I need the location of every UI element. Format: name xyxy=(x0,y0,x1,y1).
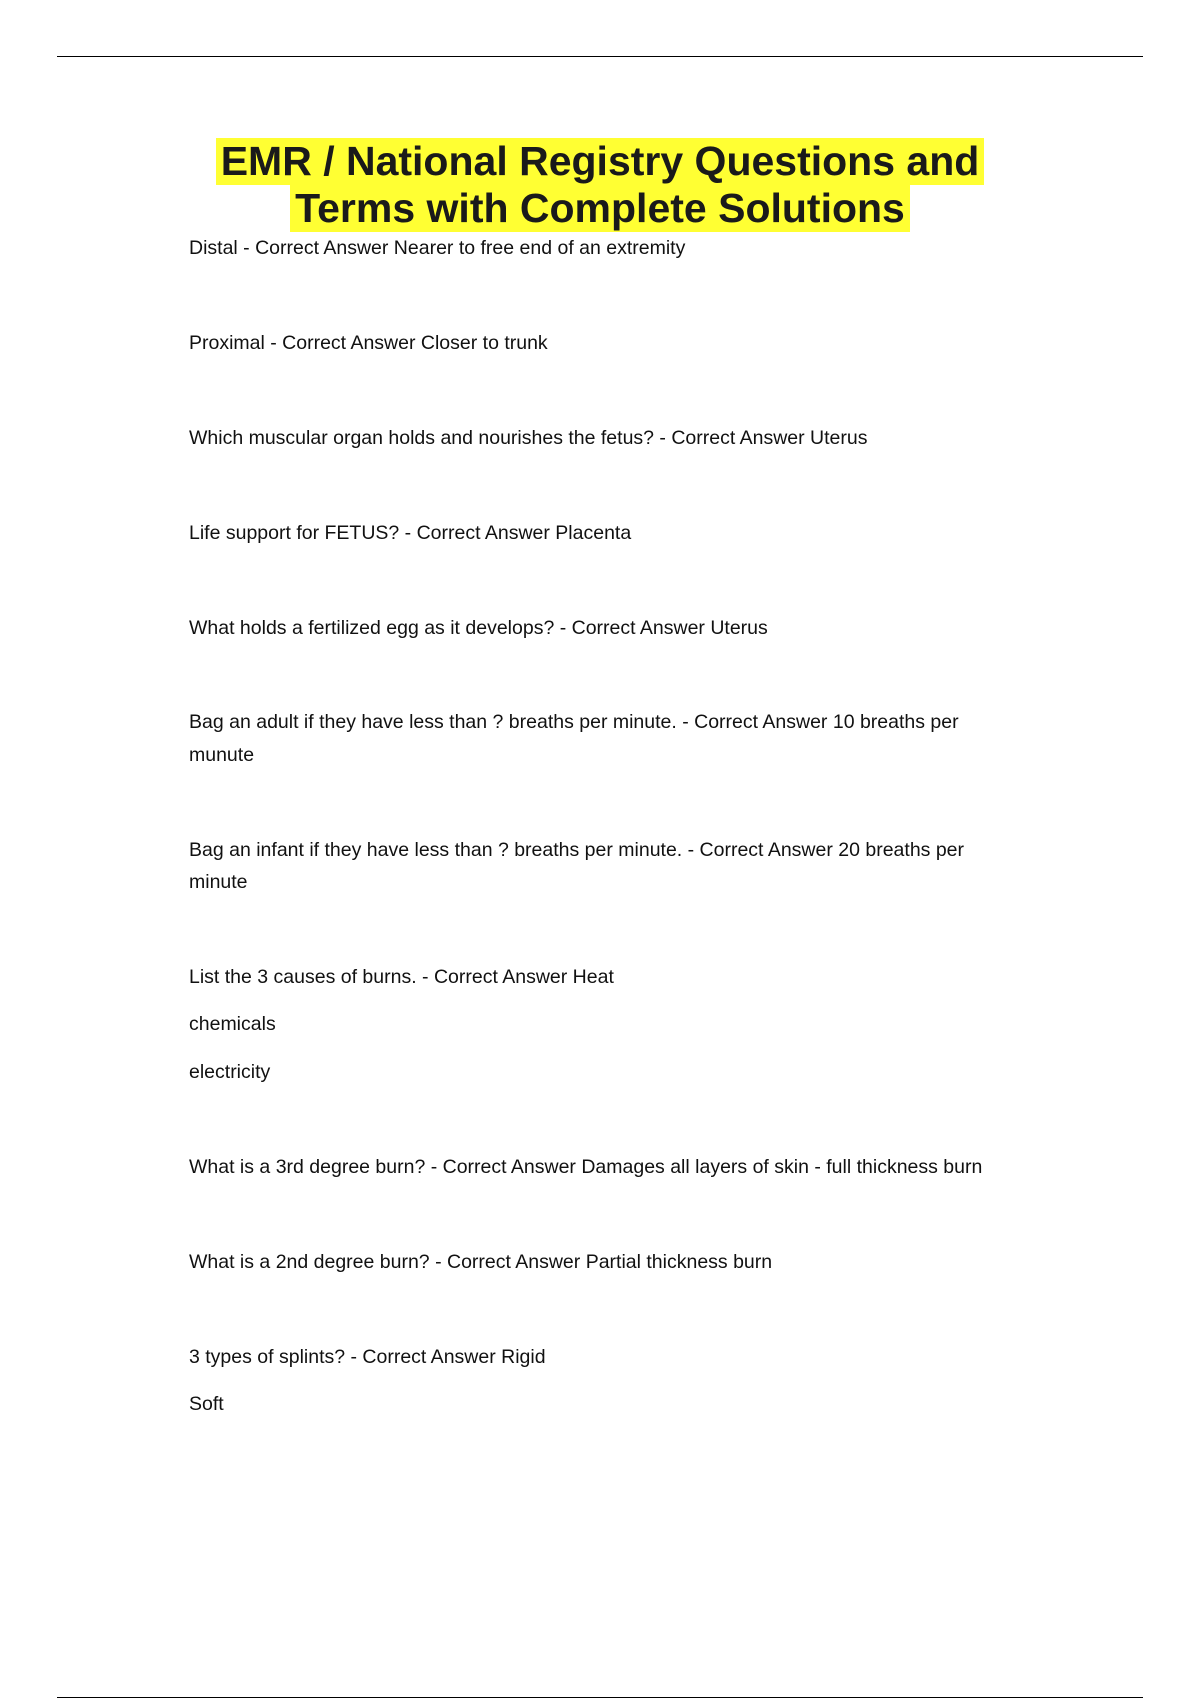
qa-life-support-fetus: Life support for FETUS? - Correct Answer Placenta xyxy=(189,522,632,544)
document-title xyxy=(0,138,1200,232)
qa-burn-causes-chemicals: chemicals xyxy=(189,1013,276,1035)
qa-3rd-degree-burn: What is a 3rd degree burn? - Correct Answer Damages all layers of skin - full thickness burn xyxy=(189,1156,983,1178)
qa-muscular-organ: Which muscular organ holds and nourishes the fetus? - Correct Answer Uterus xyxy=(189,427,868,449)
qa-burn-causes: List the 3 causes of burns. - Correct Answer Heat xyxy=(189,966,614,988)
header-rule xyxy=(57,56,1143,57)
qa-bag-infant-cont: minute xyxy=(189,871,248,893)
qa-splint-types-soft: Soft xyxy=(189,1393,224,1415)
title-line-2: Terms with Complete Solutions xyxy=(290,185,910,232)
qa-proximal: Proximal - Correct Answer Closer to trunk xyxy=(189,332,548,354)
qa-fertilized-egg: What holds a fertilized egg as it develops? - Correct Answer Uterus xyxy=(189,617,768,639)
title-line-1: EMR / National Registry Questions and xyxy=(216,138,985,185)
qa-distal: Distal - Correct Answer Nearer to free end of an extremity xyxy=(189,237,686,259)
qa-2nd-degree-burn: What is a 2nd degree burn? - Correct Answer Partial thickness burn xyxy=(189,1251,773,1273)
qa-bag-adult-cont: munute xyxy=(189,744,255,766)
qa-splint-types: 3 types of splints? - Correct Answer Rigid xyxy=(189,1346,546,1368)
qa-burn-causes-electricity: electricity xyxy=(189,1061,271,1083)
footer-rule xyxy=(57,1697,1143,1698)
qa-bag-infant: Bag an infant if they have less than ? breaths per minute. - Correct Answer 20 breaths per xyxy=(189,839,965,861)
qa-bag-adult: Bag an adult if they have less than ? breaths per minute. - Correct Answer 10 breaths per xyxy=(189,711,959,733)
